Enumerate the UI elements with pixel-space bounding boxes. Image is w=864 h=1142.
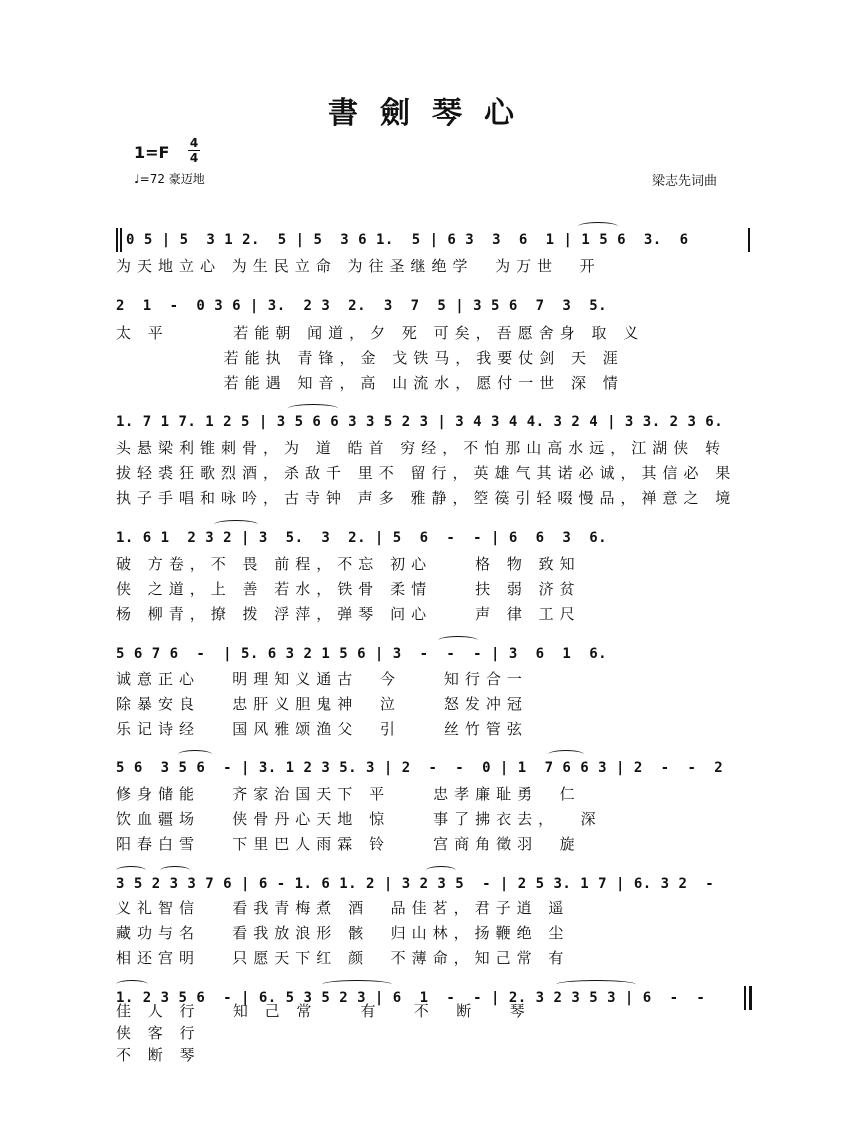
time-sig-bottom: 4: [189, 151, 199, 165]
lyric-3-3: 执子手唱和咏吟，古寺钟 声多 雅静，箜篌引轻啜慢品，禅意之 境: [116, 489, 737, 507]
notes-6: 5 6 3 5 6 - | 3. 1 2 3 5. 3 | 2 - - 0 | 1 7 6 6 3 | 2 - - 2: [116, 760, 724, 776]
lyric-4-1: 破 方卷，不 畏 前程，不忘 初心 格 物 致知: [116, 555, 581, 573]
notes-8: 1. 2 3 5 6 - | 6. 5 3 5 2 3 | 6 1 - - | 2. 3 2 3 5 3 | 6 - -: [116, 990, 706, 1006]
notes-3: 1. 7 1 7. 1 2 5 | 3 5 6 6 3 3 5 2 3 | 3 4 3 4 4. 3 2 4 | 3 3. 2 3 6.: [116, 414, 724, 430]
lyric-7-2: 藏功与名 看我放浪形 骸 归山林，扬鞭绝 尘: [116, 924, 570, 942]
lyric-2-3: 若能遇 知音，高 山流水，愿付一世 深 情: [116, 374, 624, 392]
lyric-7-1: 义礼智信 看我青梅煮 酒 品佳茗，君子逍 遥: [116, 899, 570, 917]
notes-7: 3 5 2 3 3 7 6 | 6 - 1. 6 1. 2 | 3 2 3 5 - | 2 5 3. 1 7 | 6. 3 2 -: [116, 876, 715, 892]
notes-1: 0 5 | 5 3 1 2. 5 | 5 3 6 1. 5 | 6 3 3 6 1 | 1 5 6 3. 6: [126, 232, 689, 248]
lyric-4-3: 杨 柳青，撩 拨 浮萍，弹琴 问心 声 律 工尺: [116, 605, 581, 623]
lyric-3-1: 头悬梁利锥刺骨，为 道 皓首 穷经，不怕那山高水远，江湖侠 转: [116, 439, 727, 457]
lyric-8-2: 侠 客 行: [116, 1024, 201, 1042]
lyric-6-1: 修身储能 齐家治国天下 平 忠孝廉耻勇 仁: [116, 785, 581, 803]
lyric-4-2: 侠 之道，上 善 若水，铁骨 柔情 扶 弱 济贫: [116, 580, 581, 598]
lyric-3-2: 拔轻裘狂歌烈酒，杀敌千 里不 留行，英雄气其诺必诚，其信必 果: [116, 464, 737, 482]
time-sig-top: 4: [189, 136, 199, 150]
tempo-marking: ♩=72 豪迈地: [134, 172, 205, 186]
lyric-2-2: 若能执 青锋，金 戈铁马，我要仗剑 天 涯: [116, 349, 624, 367]
lyric-5-1: 诚意正心 明理知义通古 今 知行合一: [116, 670, 528, 688]
lyric-8-3: 不 断 琴: [116, 1046, 201, 1064]
lyric-6-3: 阳春白雪 下里巴人雨霖 铃 宫商角徵羽 旋: [116, 835, 581, 853]
lyric-5-3: 乐记诗经 国风雅颂渔父 引 丝竹管弦: [116, 720, 528, 738]
notes-4: 1. 6 1 2 3 2 | 3 5. 3 2. | 5 6 - - | 6 6 3 6.: [116, 530, 608, 546]
key-signature: 1=F: [134, 143, 170, 162]
composer-credit: 梁志先词曲: [652, 174, 718, 189]
notes-2: 2 1 - 0 3 6 | 3. 2 3 2. 3 7 5 | 3 5 6 7 3 5.: [116, 298, 608, 314]
notes-5: 5 6 7 6 - | 5. 6 3 2 1 5 6 | 3 - - - | 3 6 1 6.: [116, 646, 608, 662]
lyric-7-3: 相还宫明 只愿天下红 颜 不薄命，知己常 有: [116, 949, 570, 967]
lyric-1-1: 为天地立心 为生民立命 为往圣继绝学 为万世 开: [116, 257, 601, 275]
lyric-5-2: 除暴安良 忠肝义胆鬼神 泣 怒发冲冠: [116, 695, 528, 713]
time-signature: [188, 137, 200, 164]
lyric-6-2: 饮血疆场 侠骨丹心天地 惊 事了拂衣去， 深: [116, 810, 602, 828]
lyric-2-1: 太 平 若能朝 闻道，夕 死 可矣，吾愿舍身 取 义: [116, 324, 645, 342]
lyric-8-1: 佳 人 行 知 己 常 有 不 断 琴: [116, 1002, 531, 1020]
song-title: 書劍琴心: [328, 96, 536, 131]
